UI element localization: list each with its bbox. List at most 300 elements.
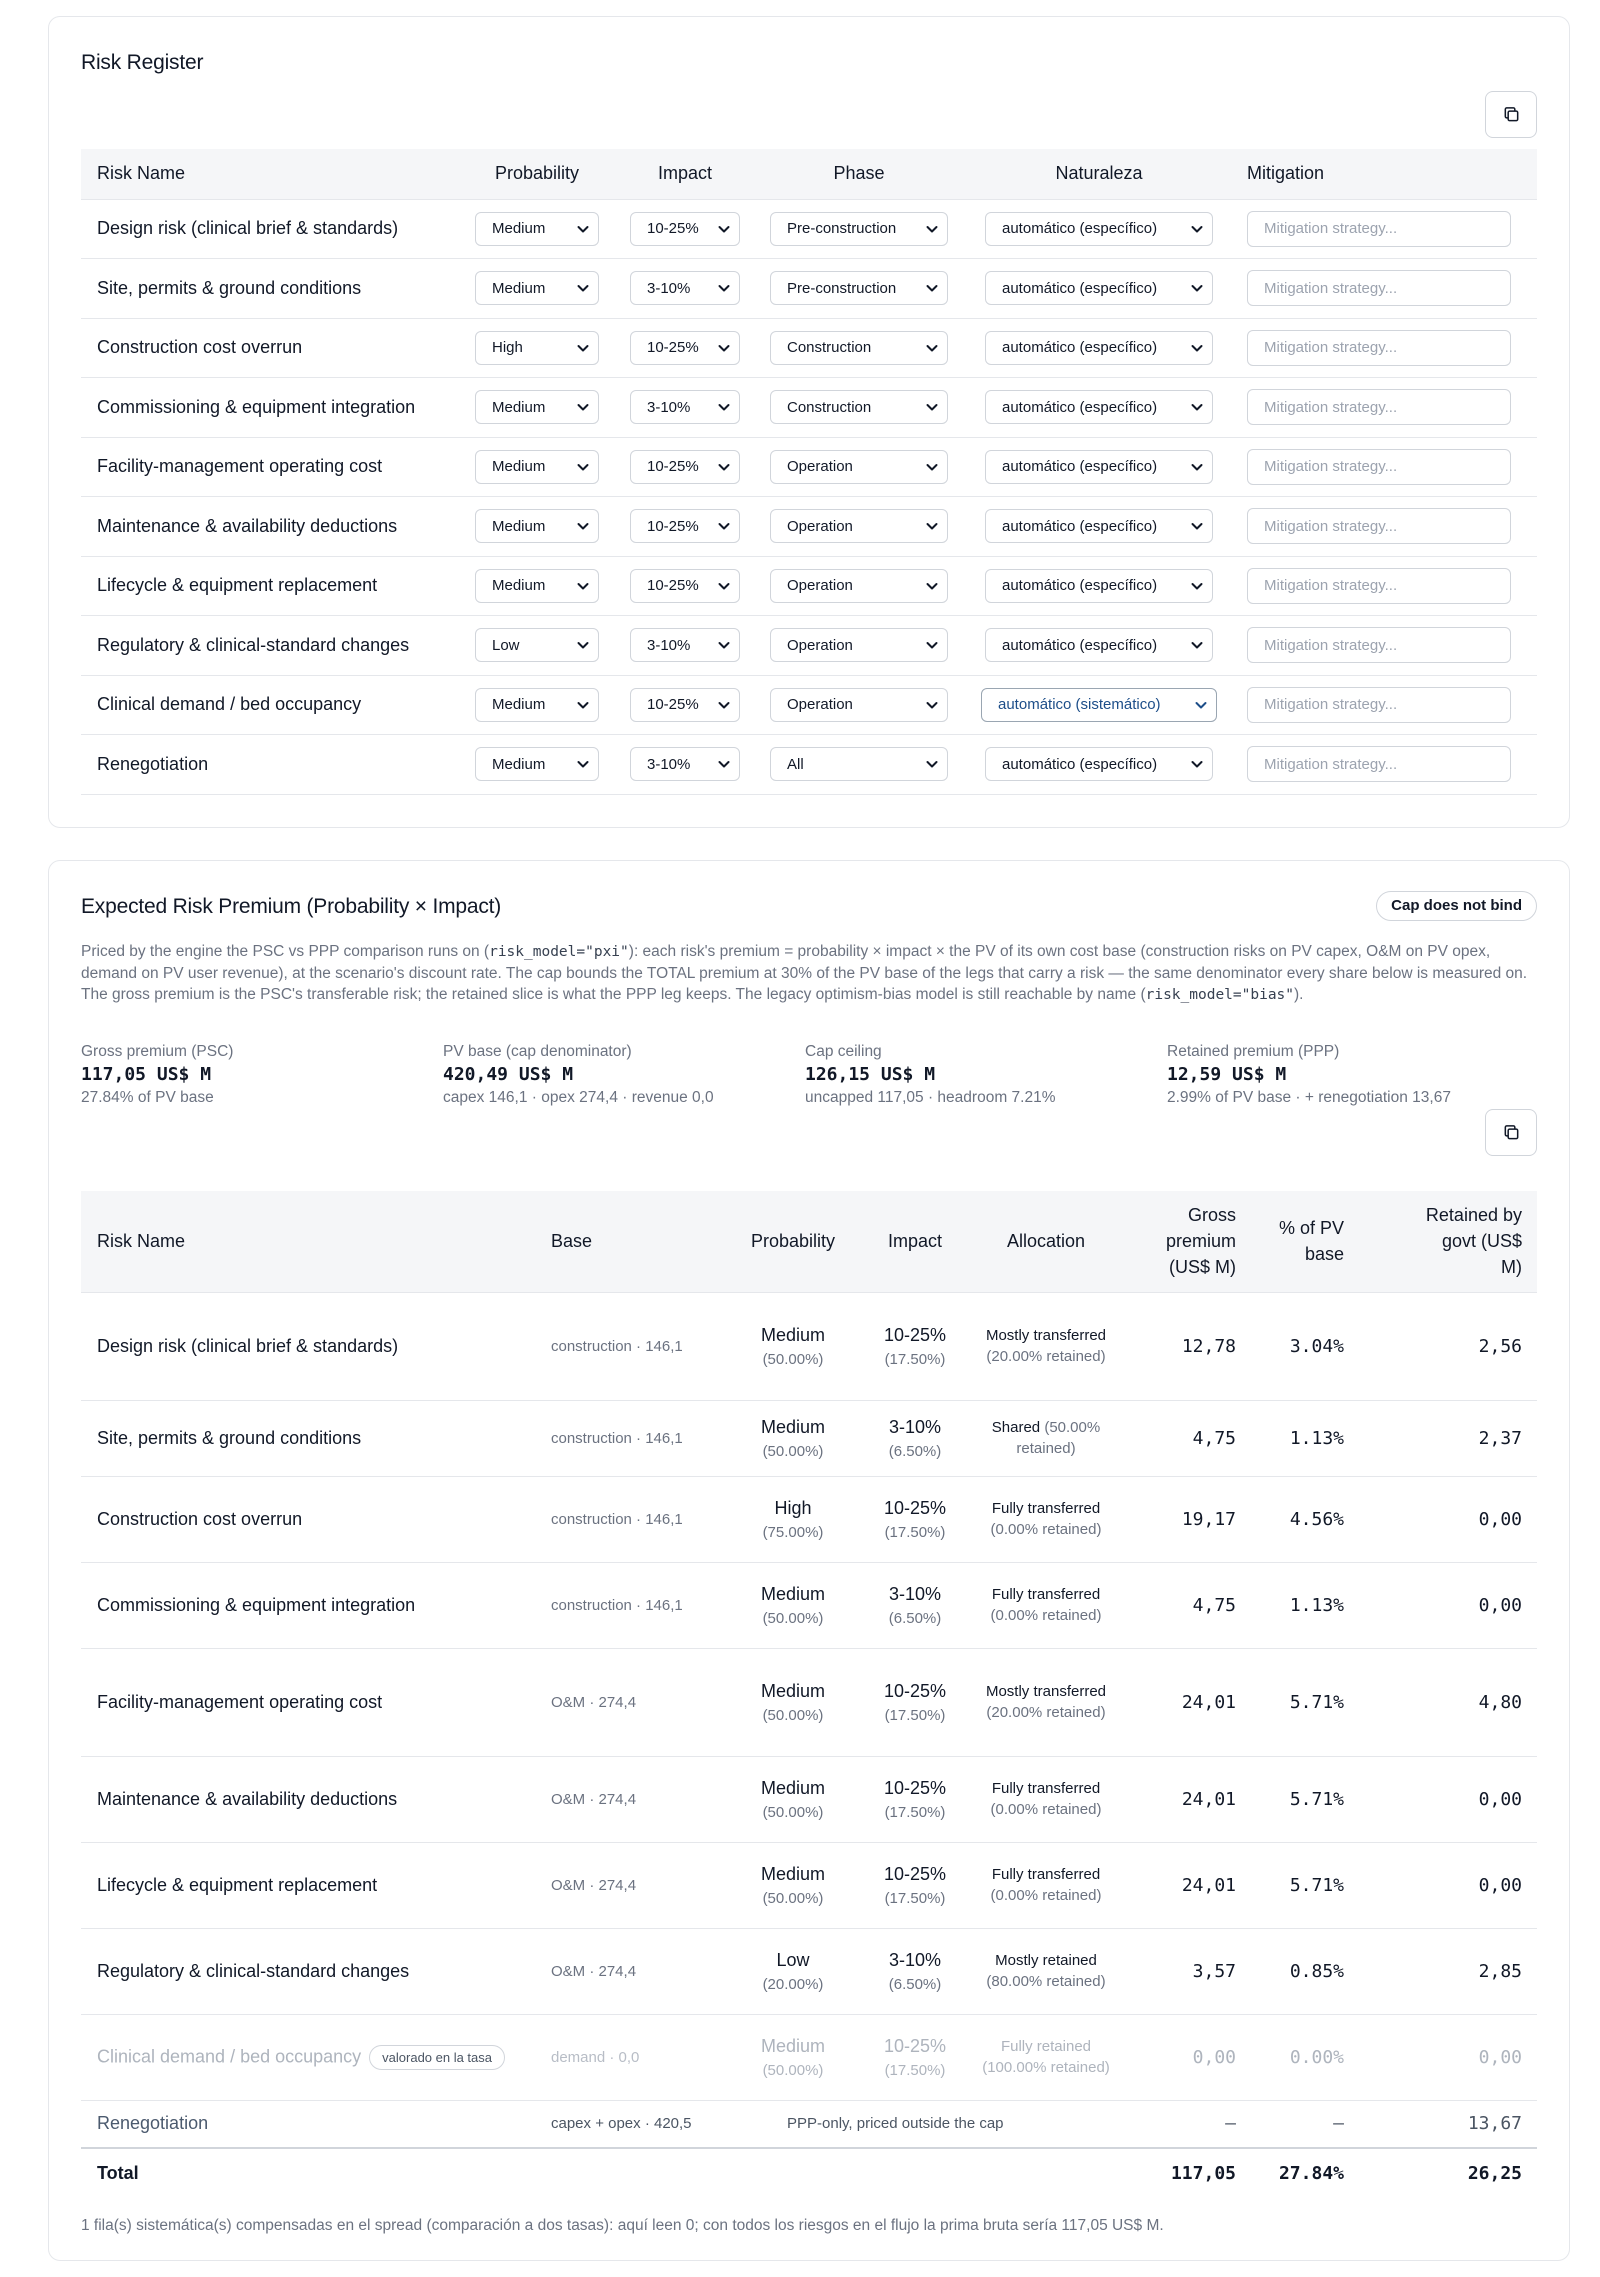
- naturaleza-select[interactable]: [985, 509, 1213, 543]
- total-pct: 27.84%: [1278, 2163, 1344, 2184]
- col-risk-name: Risk Name: [97, 163, 186, 184]
- chevron-down-icon: [925, 698, 939, 712]
- stat-value: 420,49 US$ M: [443, 1064, 574, 1085]
- impact-cell: [855, 1648, 975, 1756]
- impact-cell: [611, 497, 759, 557]
- table-row: [81, 1292, 1537, 1400]
- impact-cell: [611, 556, 759, 616]
- mitigation-cell: [1239, 735, 1537, 795]
- risk-name: Maintenance & availability deductions: [97, 515, 398, 536]
- mitigation-cell: [1239, 378, 1537, 438]
- table-row: [81, 2100, 1537, 2148]
- phase-select[interactable]: [770, 747, 948, 781]
- table-header: [81, 1191, 1537, 1292]
- phase-cell: [759, 259, 959, 319]
- probability-pct: (50.00%): [762, 1889, 824, 1907]
- risk-premium-card: [48, 860, 1570, 2261]
- allocation-cell: [975, 1842, 1117, 1928]
- retained-cell: 0,00: [1478, 1508, 1522, 1530]
- probability-select[interactable]: [475, 450, 599, 484]
- gross-premium-cell: 24,01: [1181, 1691, 1236, 1713]
- risk-name-cell: [81, 1476, 551, 1562]
- chevron-down-icon: [925, 281, 939, 295]
- mitigation-input[interactable]: Mitigation strategy...: [1247, 270, 1511, 306]
- chevron-down-icon: [717, 757, 731, 771]
- header-line: base: [1304, 1244, 1344, 1265]
- allocation-label: Fully transferred: [991, 1780, 1101, 1797]
- select-value: Medium: [492, 220, 546, 238]
- select-value: 3-10%: [647, 398, 691, 416]
- impact-cell: [855, 1928, 975, 2014]
- base-cell: construction · 146,1: [551, 1429, 683, 1447]
- naturaleza-select[interactable]: [985, 212, 1213, 246]
- gross-premium-cell: 0,00: [1192, 2046, 1236, 2068]
- stat-sub: 2.99% of PV base · + renegotiation 13,67: [1167, 1089, 1451, 1106]
- pct-pv-base-cell: 5.71%: [1289, 1874, 1344, 1896]
- col-impact: Impact: [887, 1231, 943, 1252]
- select-value: automático (específico): [1002, 279, 1158, 297]
- probability-cell: [731, 1756, 855, 1842]
- impact-label: 10-25%: [883, 2035, 947, 2056]
- cap-status-badge: Cap does not bind: [1376, 891, 1537, 921]
- pct-pv-base-cell: 5.71%: [1289, 1691, 1344, 1713]
- phase-cell: [759, 675, 959, 735]
- col-allocation: Allocation: [1006, 1231, 1086, 1252]
- phase-cell: [759, 318, 959, 378]
- risk-name: Facility-management operating cost: [97, 1691, 383, 1712]
- select-value: Medium: [492, 696, 546, 714]
- table-row: [81, 1562, 1537, 1648]
- allocation-pct: (0.00% retained): [990, 1801, 1102, 1818]
- probability-pct: (75.00%): [762, 1523, 824, 1541]
- chevron-down-icon: [576, 757, 590, 771]
- chevron-down-icon: [717, 579, 731, 593]
- chevron-down-icon: [717, 460, 731, 474]
- base-cell: construction · 146,1: [551, 1510, 683, 1528]
- allocation-cell: [975, 1400, 1117, 1476]
- naturaleza-cell: [959, 735, 1239, 795]
- copy-icon: [1502, 1123, 1521, 1142]
- impact-select[interactable]: [630, 628, 740, 662]
- probability-cell: [731, 1842, 855, 1928]
- impact-cell: [855, 1400, 975, 1476]
- select-value: automático (específico): [1002, 458, 1158, 476]
- select-value: automático (específico): [1002, 398, 1158, 416]
- phase-select[interactable]: [770, 390, 948, 424]
- col-risk-name: Risk Name: [97, 1231, 186, 1252]
- risk-name: Site, permits & ground conditions: [97, 277, 362, 298]
- impact-pct: (17.50%): [884, 1523, 946, 1541]
- probability-cell: [463, 199, 611, 259]
- naturaleza-select[interactable]: [985, 331, 1213, 365]
- impact-label: 3-10%: [888, 1949, 942, 1970]
- naturaleza-select[interactable]: [985, 569, 1213, 603]
- impact-pct: (6.50%): [888, 1975, 942, 1993]
- allocation-cell: [975, 1292, 1117, 1400]
- select-value: Operation: [787, 636, 853, 654]
- impact-select[interactable]: [630, 450, 740, 484]
- header-line: govt (US$: [1441, 1231, 1522, 1252]
- mitigation-input[interactable]: Mitigation strategy...: [1247, 687, 1511, 723]
- retained-cell: 0,00: [1478, 2046, 1522, 2068]
- probability-select[interactable]: [475, 628, 599, 662]
- mitigation-input[interactable]: Mitigation strategy...: [1247, 508, 1511, 544]
- probability-label: Low: [776, 1949, 810, 1970]
- impact-pct: (17.50%): [884, 1706, 946, 1724]
- mitigation-input[interactable]: Mitigation strategy...: [1247, 568, 1511, 604]
- select-value: Pre-construction: [787, 279, 897, 297]
- header-line: Gross: [1187, 1205, 1236, 1226]
- phase-select[interactable]: [770, 271, 948, 305]
- mitigation-input[interactable]: Mitigation strategy...: [1247, 389, 1511, 425]
- phase-cell: [759, 735, 959, 795]
- impact-select[interactable]: [630, 271, 740, 305]
- select-value: Pre-construction: [787, 220, 897, 238]
- naturaleza-select[interactable]: [985, 450, 1213, 484]
- stat-label: Retained premium (PPP): [1167, 1043, 1340, 1060]
- col-gross-premium: [1117, 1191, 1251, 1292]
- allocation-pct: (50.00% retained): [1016, 1419, 1101, 1457]
- impact-label: 10-25%: [883, 1497, 947, 1518]
- probability-pct: (50.00%): [762, 1442, 824, 1460]
- phase-select[interactable]: [770, 569, 948, 603]
- table-row: [81, 616, 1537, 676]
- impact-cell: [611, 259, 759, 319]
- naturaleza-select[interactable]: [985, 271, 1213, 305]
- base-cell: O&M · 274,4: [551, 1790, 637, 1808]
- probability-cell: [463, 616, 611, 676]
- phase-select[interactable]: [770, 212, 948, 246]
- desc-code: risk_model="bias": [1145, 987, 1295, 1003]
- retained-cell: 4,80: [1478, 1691, 1522, 1713]
- chevron-down-icon: [576, 222, 590, 236]
- table-row: [81, 1756, 1537, 1842]
- allocation-pct: (20.00% retained): [986, 1704, 1106, 1721]
- base-cell: construction · 146,1: [551, 1337, 683, 1355]
- allocation-label: Mostly transferred: [985, 1327, 1107, 1344]
- probability-pct: (50.00%): [762, 1706, 824, 1724]
- risk-name-cell: [81, 2014, 551, 2100]
- col-retained-govt: [1359, 1191, 1537, 1292]
- naturaleza-select[interactable]: [985, 747, 1213, 781]
- impact-cell: [855, 1476, 975, 1562]
- impact-cell: [611, 675, 759, 735]
- risk-name: Clinical demand / bed occupancy: [97, 694, 362, 715]
- select-value: Medium: [492, 517, 546, 535]
- phase-select[interactable]: [770, 628, 948, 662]
- mitigation-cell: [1239, 437, 1537, 497]
- risk-name-cell: [81, 1648, 551, 1756]
- mitigation-cell: [1239, 199, 1537, 259]
- copy-register-button[interactable]: [1485, 91, 1537, 138]
- gross-premium-cell: 3,57: [1192, 1960, 1236, 1982]
- select-value: automático (específico): [1002, 339, 1158, 357]
- gross-premium-cell: 4,75: [1192, 1594, 1236, 1616]
- impact-select[interactable]: [630, 212, 740, 246]
- base-cell: demand · 0,0: [551, 2048, 640, 2066]
- table-row: [81, 318, 1537, 378]
- allocation-pct: (0.00% retained): [990, 1607, 1102, 1624]
- pct-pv-base-cell: 0.00%: [1289, 2046, 1344, 2068]
- chevron-down-icon: [1190, 638, 1204, 652]
- chevron-down-icon: [1190, 222, 1204, 236]
- mitigation-input[interactable]: Mitigation strategy...: [1247, 449, 1511, 485]
- probability-cell: [731, 1648, 855, 1756]
- retained-cell: 13,67: [1467, 2113, 1522, 2135]
- select-value: Construction: [787, 398, 872, 416]
- col-naturaleza: Naturaleza: [1055, 163, 1143, 184]
- chevron-down-icon: [717, 519, 731, 533]
- risk-name: Renegotiation: [97, 753, 209, 774]
- stat-retained-premium: [1167, 1041, 1451, 1109]
- total-retained: 26,25: [1467, 2163, 1522, 2184]
- phase-cell: [759, 497, 959, 557]
- gross-premium-cell: 24,01: [1181, 1788, 1236, 1810]
- desc-code: risk_model="pxi": [489, 944, 629, 960]
- probability-select[interactable]: [475, 747, 599, 781]
- mitigation-cell: [1239, 675, 1537, 735]
- chevron-down-icon: [925, 519, 939, 533]
- retained-cell: 0,00: [1478, 1594, 1522, 1616]
- footnote: 1 fila(s) sistemática(s) compensadas en el spread (comparación a dos tasas): aquí leen 0; con todos los riesgos en el flujo la prima bruta sería 117,05 US$ M.: [81, 2217, 1164, 2234]
- chevron-down-icon: [1190, 519, 1204, 533]
- risk-name: Site, permits & ground conditions: [97, 1427, 362, 1448]
- select-value: Construction: [787, 339, 872, 357]
- impact-label: 10-25%: [883, 1863, 947, 1884]
- pct-pv-base-cell: 0.85%: [1289, 1960, 1344, 1982]
- select-value: automático (específico): [1002, 220, 1158, 238]
- stat-label: PV base (cap denominator): [443, 1043, 632, 1060]
- naturaleza-select[interactable]: [981, 688, 1217, 722]
- col-impact: Impact: [657, 163, 713, 184]
- mitigation-input[interactable]: Mitigation strategy...: [1247, 330, 1511, 366]
- select-value: Medium: [492, 458, 546, 476]
- allocation-pct: (0.00% retained): [990, 1521, 1102, 1538]
- impact-select[interactable]: [630, 688, 740, 722]
- select-value: Operation: [787, 458, 853, 476]
- pct-pv-base-cell: 1.13%: [1289, 1427, 1344, 1449]
- gross-premium-cell: —: [1225, 2113, 1236, 2135]
- risk-name: Facility-management operating cost: [97, 456, 383, 477]
- allocation-cell: [975, 2014, 1117, 2100]
- table-row: [81, 259, 1537, 319]
- col-mitigation: Mitigation: [1247, 163, 1325, 184]
- impact-cell: [611, 616, 759, 676]
- col-probability: Probability: [750, 1231, 836, 1252]
- total-spacer: [551, 2148, 1117, 2198]
- chevron-down-icon: [576, 638, 590, 652]
- probability-cell: [463, 556, 611, 616]
- allocation-pct: (100.00% retained): [982, 2059, 1110, 2076]
- table-row: [81, 735, 1537, 795]
- impact-cell: [611, 378, 759, 438]
- pct-pv-base-cell: —: [1333, 2113, 1344, 2135]
- pct-pv-base-cell: 5.71%: [1289, 1788, 1344, 1810]
- allocation-pct: (20.00% retained): [986, 1348, 1106, 1365]
- impact-label: 10-25%: [883, 1777, 947, 1798]
- chevron-down-icon: [925, 341, 939, 355]
- select-value: Medium: [492, 577, 546, 595]
- impact-select[interactable]: [630, 509, 740, 543]
- probability-label: Medium: [760, 1324, 826, 1345]
- probability-select[interactable]: [475, 331, 599, 365]
- phase-cell: [759, 199, 959, 259]
- mitigation-cell: [1239, 556, 1537, 616]
- select-value: automático (sistemático): [998, 696, 1161, 714]
- table-row: [81, 1648, 1537, 1756]
- select-value: automático (específico): [1002, 517, 1158, 535]
- probability-select[interactable]: [475, 271, 599, 305]
- phase-select[interactable]: [770, 450, 948, 484]
- allocation-label: Mostly retained: [995, 1952, 1097, 1969]
- impact-select[interactable]: [630, 390, 740, 424]
- total-gross: 117,05: [1170, 2163, 1236, 2184]
- base-cell: O&M · 274,4: [551, 1876, 637, 1894]
- naturaleza-select[interactable]: [985, 628, 1213, 662]
- total-row: [81, 2148, 1537, 2198]
- risk-name: Clinical demand / bed occupancy: [97, 2045, 362, 2066]
- probability-label: Medium: [760, 1777, 826, 1798]
- chevron-down-icon: [717, 222, 731, 236]
- table-row: [81, 2014, 1537, 2100]
- probability-label: Medium: [760, 1416, 826, 1437]
- select-value: 3-10%: [647, 636, 691, 654]
- naturaleza-cell: [959, 259, 1239, 319]
- phase-select[interactable]: [770, 509, 948, 543]
- risk-premium-table: [81, 1191, 1537, 2198]
- select-value: 3-10%: [647, 279, 691, 297]
- priced-in-rate-chip: valorado en la tasa: [369, 2045, 505, 2070]
- probability-cell: [463, 318, 611, 378]
- impact-cell: [855, 1292, 975, 1400]
- naturaleza-select[interactable]: [985, 390, 1213, 424]
- impact-select[interactable]: [630, 569, 740, 603]
- copy-premium-button[interactable]: [1485, 1109, 1537, 1156]
- probability-label: Medium: [760, 1863, 826, 1884]
- allocation-label: Fully transferred: [991, 1586, 1101, 1603]
- base-cell: construction · 146,1: [551, 1596, 683, 1614]
- mitigation-cell: [1239, 318, 1537, 378]
- impact-cell: [611, 199, 759, 259]
- probability-cell: [463, 437, 611, 497]
- retained-cell: 2,85: [1478, 1960, 1522, 1982]
- select-value: All: [787, 755, 804, 773]
- stat-value: 126,15 US$ M: [805, 1064, 936, 1085]
- chevron-down-icon: [925, 638, 939, 652]
- col-phase: Phase: [833, 163, 885, 184]
- risk-name: Design risk (clinical brief & standards): [97, 218, 399, 239]
- risk-name-cell: [81, 1562, 551, 1648]
- select-value: automático (específico): [1002, 755, 1158, 773]
- probability-label: Medium: [760, 1583, 826, 1604]
- probability-cell: [463, 497, 611, 557]
- probability-cell: [463, 259, 611, 319]
- probability-select[interactable]: [475, 212, 599, 246]
- chevron-down-icon: [576, 400, 590, 414]
- phase-select[interactable]: [770, 688, 948, 722]
- gross-premium-cell: 4,75: [1192, 1427, 1236, 1449]
- risk-name-cell: [81, 1756, 551, 1842]
- allocation-cell: [975, 1648, 1117, 1756]
- base-cell: O&M · 274,4: [551, 1693, 637, 1711]
- risk-name-cell: [81, 1842, 551, 1928]
- gross-premium-cell: 24,01: [1181, 1874, 1236, 1896]
- stat-value: 117,05 US$ M: [81, 1064, 212, 1085]
- impact-pct: (6.50%): [888, 1442, 942, 1460]
- mitigation-input[interactable]: Mitigation strategy...: [1247, 746, 1511, 782]
- impact-cell: [855, 1842, 975, 1928]
- select-value: 10-25%: [647, 517, 699, 535]
- impact-select[interactable]: [630, 747, 740, 781]
- table-row: [81, 1842, 1537, 1928]
- chevron-down-icon: [576, 519, 590, 533]
- chevron-down-icon: [576, 579, 590, 593]
- select-value: 10-25%: [647, 220, 699, 238]
- select-value: automático (específico): [1002, 577, 1158, 595]
- col-pct-pv-base: [1251, 1191, 1359, 1292]
- phase-cell: [759, 556, 959, 616]
- select-value: Medium: [492, 398, 546, 416]
- probability-select[interactable]: [475, 390, 599, 424]
- probability-select[interactable]: [475, 688, 599, 722]
- naturaleza-cell: [959, 556, 1239, 616]
- probability-select[interactable]: [475, 509, 599, 543]
- impact-pct: (17.50%): [884, 1803, 946, 1821]
- risk-name: Construction cost overrun: [97, 337, 303, 358]
- phase-cell: [759, 616, 959, 676]
- table-row: [81, 1400, 1537, 1476]
- header-line: Retained by: [1425, 1205, 1522, 1226]
- chevron-down-icon: [925, 222, 939, 236]
- chevron-down-icon: [717, 400, 731, 414]
- select-value: 10-25%: [647, 577, 699, 595]
- select-value: High: [492, 339, 523, 357]
- chevron-down-icon: [925, 460, 939, 474]
- probability-select[interactable]: [475, 569, 599, 603]
- stat-sub: capex 146,1 · opex 274,4 · revenue 0,0: [443, 1089, 714, 1106]
- chevron-down-icon: [1190, 757, 1204, 771]
- header-line: (US$ M): [1169, 1257, 1236, 1278]
- impact-label: 10-25%: [883, 1324, 947, 1345]
- risk-name: Renegotiation: [97, 2113, 209, 2134]
- phase-select[interactable]: [770, 331, 948, 365]
- impact-cell: [855, 1756, 975, 1842]
- mitigation-input[interactable]: Mitigation strategy...: [1247, 627, 1511, 663]
- select-value: automático (específico): [1002, 636, 1158, 654]
- header-line: premium: [1165, 1231, 1236, 1252]
- probability-pct: (50.00%): [762, 1350, 824, 1368]
- stat-pv-base: [443, 1041, 714, 1109]
- mitigation-input[interactable]: Mitigation strategy...: [1247, 211, 1511, 247]
- phase-cell: [759, 378, 959, 438]
- impact-label: 10-25%: [883, 1680, 947, 1701]
- risk-name-cell: [81, 1400, 551, 1476]
- risk-name-cell: [81, 1928, 551, 2014]
- select-value: Operation: [787, 577, 853, 595]
- stat-cap-ceiling: [805, 1041, 1055, 1109]
- mitigation-cell: [1239, 497, 1537, 557]
- probability-cell: [731, 1292, 855, 1400]
- gross-premium-cell: 19,17: [1181, 1508, 1236, 1530]
- chevron-down-icon: [1190, 341, 1204, 355]
- retained-cell: 0,00: [1478, 1788, 1522, 1810]
- risk-name: Regulatory & clinical-standard changes: [97, 634, 410, 655]
- risk-name: Design risk (clinical brief & standards): [97, 1335, 399, 1356]
- impact-select[interactable]: [630, 331, 740, 365]
- chevron-down-icon: [1190, 460, 1204, 474]
- naturaleza-cell: [959, 616, 1239, 676]
- probability-pct: (50.00%): [762, 2061, 824, 2079]
